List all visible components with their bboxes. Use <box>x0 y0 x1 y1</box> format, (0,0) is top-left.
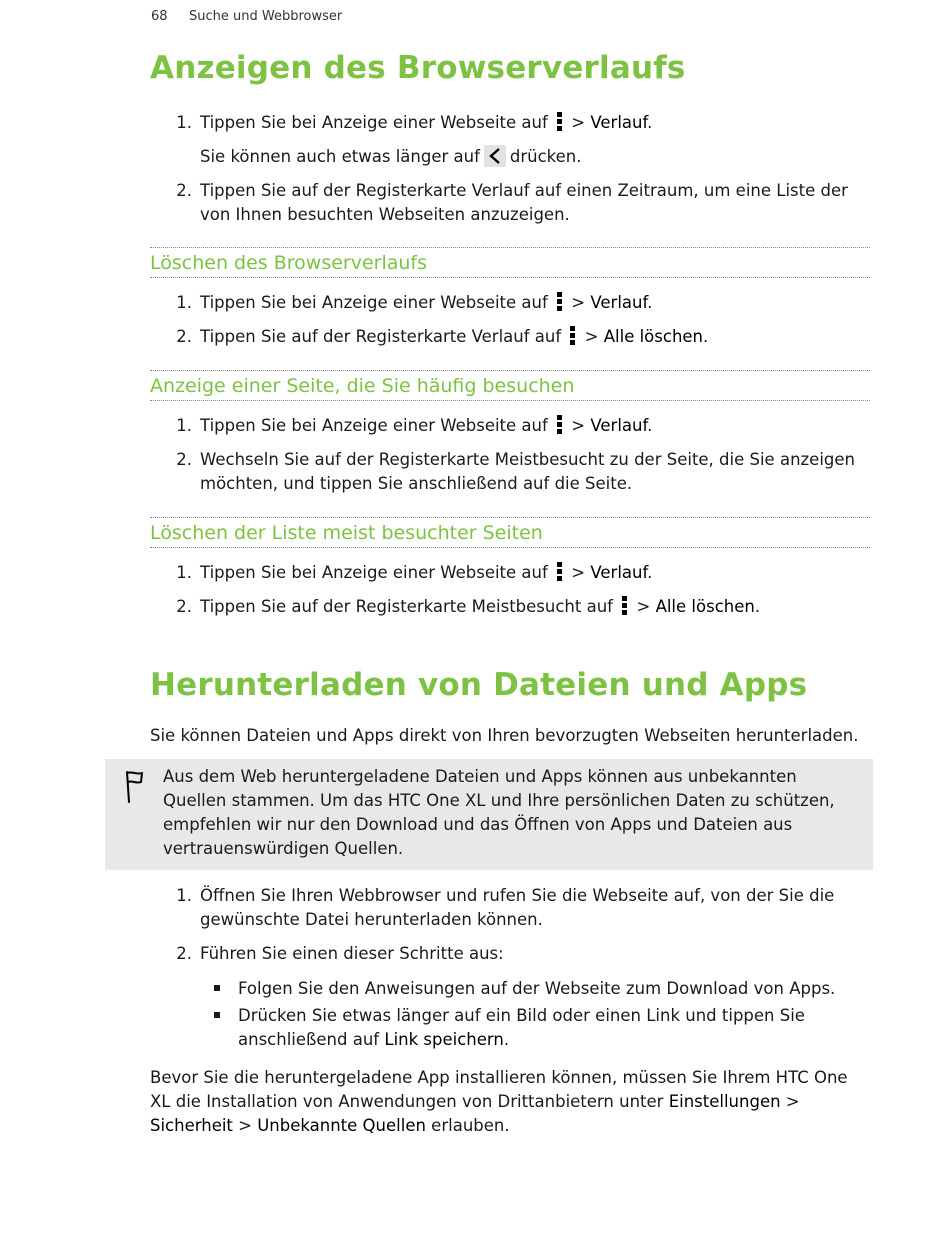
menu-item-unknown-sources: Unbekannte Quellen <box>257 1116 426 1135</box>
step-text: Führen Sie einen dieser Schritte aus: <box>200 944 504 963</box>
period: . <box>647 113 653 132</box>
menu-dots-icon <box>557 562 562 581</box>
menu-dots-icon <box>570 326 575 345</box>
menu-dots-icon <box>622 596 627 615</box>
step-number: 2. <box>176 944 192 963</box>
arrow-separator: > <box>631 597 656 616</box>
page-number: 68 <box>151 9 168 24</box>
flag-icon <box>123 769 145 809</box>
heading-browser-history: Anzeigen des Browserverlaufs <box>150 50 686 86</box>
period: . <box>703 327 709 346</box>
step-number: 1. <box>176 293 192 312</box>
step-text: Tippen Sie bei Anzeige einer Webseite auf <box>200 113 548 132</box>
sub-text-end: drücken. <box>509 147 582 166</box>
arrow-separator: > <box>566 293 591 312</box>
step-number: 1. <box>176 113 192 132</box>
outro-end: erlauben. <box>425 1116 510 1135</box>
menu-dots-icon <box>557 112 562 131</box>
arrow-separator: > <box>780 1092 800 1111</box>
note-box <box>105 759 873 870</box>
back-icon <box>484 145 506 167</box>
arrow-separator: > <box>566 416 591 435</box>
menu-item-verlauf: Verlauf <box>590 113 648 132</box>
step-text: Tippen Sie auf der Registerkarte Verlauf auf einen Zeitraum, um eine Liste der von Ihnen besuchten Webseiten anzuzeigen. <box>200 181 848 224</box>
menu-item-delete-all: Alle löschen <box>655 597 755 616</box>
arrow-separator: > <box>232 1116 258 1135</box>
menu-dots-icon <box>557 415 562 434</box>
period: . <box>754 597 761 616</box>
menu-item-security: Sicherheit <box>150 1116 233 1135</box>
period: . <box>503 1030 510 1049</box>
menu-item-save-link: Link speichern <box>384 1030 504 1049</box>
heading-download-files-apps: Herunterladen von Dateien und Apps <box>150 667 808 703</box>
note-text: Aus dem Web heruntergeladene Dateien und Apps können aus unbekannten Quellen stammen. Um das HTC One XL und Ihre persönlichen Daten zu schützen, empfehlen wir nur den Download und das Öffnen von Apps und Dateien aus vertrauenswürdigen Quellen. <box>163 767 835 858</box>
page-header <box>151 9 342 24</box>
bullet-text: Drücken Sie etwas länger auf ein Bild oder einen Link und tippen Sie anschließend auf <box>238 1006 805 1049</box>
period: . <box>647 293 653 312</box>
step-text: Wechseln Sie auf der Registerkarte Meistbesucht zu der Seite, die Sie anzeigen möchten, und tippen Sie anschließend auf die Seite. <box>200 450 856 493</box>
heading-delete-most-visited: Löschen der Liste meist besuchter Seiten <box>150 517 870 548</box>
step-text: Tippen Sie auf der Registerkarte Meistbesucht auf <box>200 597 613 616</box>
step-number: 1. <box>176 563 192 582</box>
menu-item-verlauf: Verlauf <box>590 293 648 312</box>
heading-frequent-page: Anzeige einer Seite, die Sie häufig besuchen <box>150 370 870 401</box>
menu-item-verlauf: Verlauf <box>590 416 648 435</box>
sub-text: Sie können auch etwas länger auf <box>200 147 480 166</box>
step-number: 1. <box>176 886 192 905</box>
intro-paragraph: Sie können Dateien und Apps direkt von Ihren bevorzugten Webseiten herunterladen. <box>150 726 859 745</box>
step-text: Öffnen Sie Ihren Webbrowser und rufen Sie die Webseite auf, von der Sie die gewünschte Datei herunterladen können. <box>200 886 835 929</box>
step-text: Tippen Sie auf der Registerkarte Verlauf auf <box>200 327 562 346</box>
step-text: Tippen Sie bei Anzeige einer Webseite auf <box>200 563 548 582</box>
menu-item-verlauf: Verlauf <box>590 563 648 582</box>
period: . <box>647 563 653 582</box>
arrow-separator: > <box>566 113 591 132</box>
menu-item-settings: Einstellungen <box>668 1092 781 1111</box>
s1-step-1-sub <box>200 145 870 169</box>
step-number: 2. <box>176 181 192 200</box>
outro-text: Bevor Sie die heruntergeladene App installieren können, müssen Sie Ihrem HTC One XL die Installation von Anwendungen von Drittanbietern unter <box>150 1068 848 1111</box>
menu-dots-icon <box>557 292 562 311</box>
bullet-text: Folgen Sie den Anweisungen auf der Webseite zum Download von Apps. <box>238 979 836 998</box>
bullet-square-icon <box>214 1012 220 1018</box>
step-number: 2. <box>176 450 192 469</box>
outro-paragraph <box>150 1066 870 1138</box>
menu-item-delete-all: Alle löschen <box>603 327 704 346</box>
step-number: 2. <box>176 597 192 616</box>
step-text: Tippen Sie bei Anzeige einer Webseite auf <box>200 416 548 435</box>
step-text: Tippen Sie bei Anzeige einer Webseite auf <box>200 293 548 312</box>
step-number: 1. <box>176 416 192 435</box>
heading-delete-history: Löschen des Browserverlaufs <box>150 247 870 278</box>
arrow-separator: > <box>566 563 591 582</box>
step-number: 2. <box>176 327 192 346</box>
period: . <box>647 416 653 435</box>
arrow-separator: > <box>579 327 604 346</box>
bullet-square-icon <box>214 985 220 991</box>
section-name: Suche und Webbrowser <box>189 9 343 24</box>
